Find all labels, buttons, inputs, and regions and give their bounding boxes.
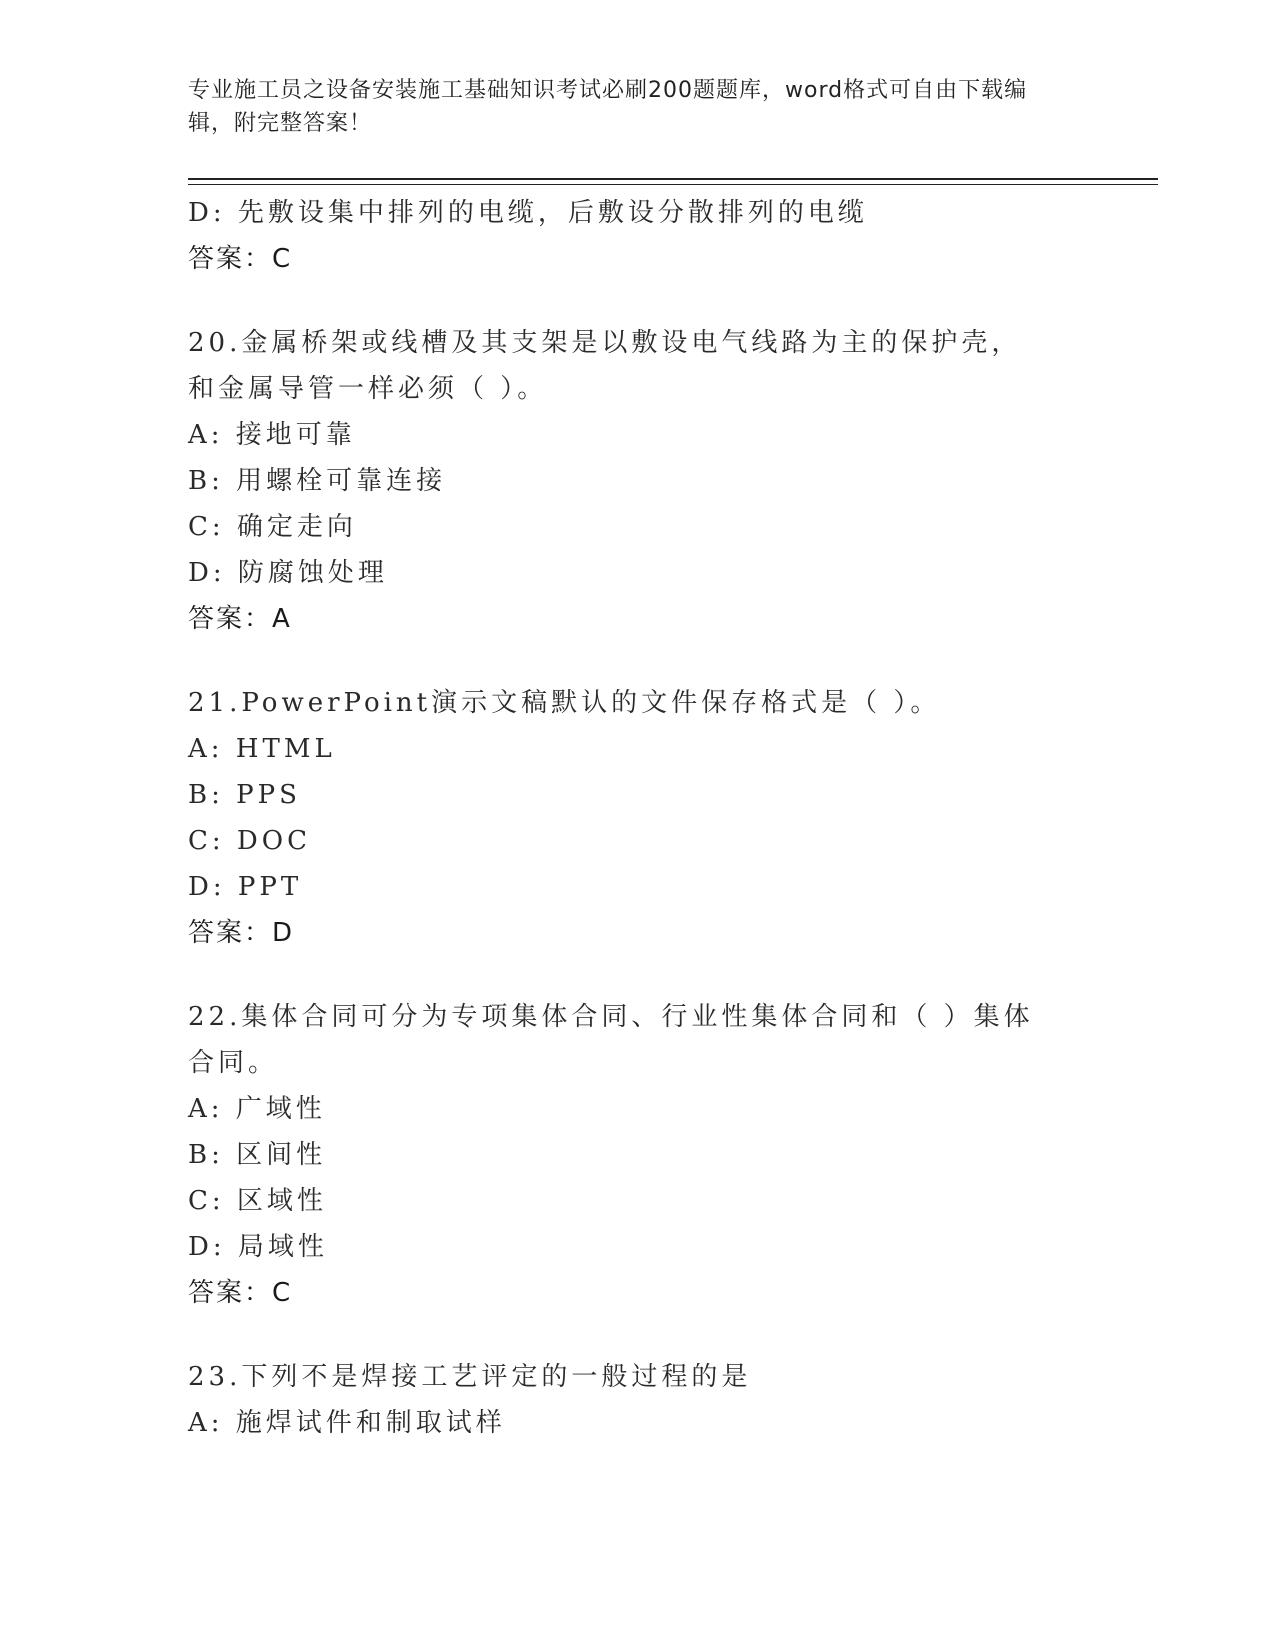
question-22 [188,994,1088,1316]
question-stem: 23.下列不是焊接工艺评定的一般过程的是 [188,1362,752,1392]
option-d: D: PPT [188,872,303,902]
answer: 答案：C [188,1278,293,1308]
answer: 答案：A [188,604,292,634]
answer: 答案：D [188,918,295,948]
option-a: A: 施焊试件和制取试样 [188,1408,506,1438]
question-stem: 20.金属桥架或线槽及其支架是以敷设电气线路为主的保护壳，和金属导管一样必须（ ）。 [188,328,1022,404]
option-c: C: 区域性 [188,1186,327,1216]
option-b: B: PPS [188,780,301,810]
header-rule-thick [188,178,1158,180]
option-d: D: 先敷设集中排列的电缆，后敷设分散排列的电缆 [188,198,868,228]
question-list [188,190,1088,1446]
option-c: C: DOC [188,826,311,856]
header-rule-thin [188,184,1158,185]
option-a: A: HTML [188,734,336,764]
question-19-continued [188,190,1088,282]
option-b: B: 用螺栓可靠连接 [188,466,447,496]
question-stem: 22.集体合同可分为专项集体合同、行业性集体合同和（ ）集体合同。 [188,1002,1034,1078]
question-20 [188,320,1088,642]
answer: 答案：C [188,244,293,274]
option-c: C: 确定走向 [188,512,357,542]
option-a: A: 广域性 [188,1094,326,1124]
option-d: D: 防腐蚀处理 [188,558,388,588]
question-21 [188,680,1088,956]
question-stem: 21.PowerPoint演示文稿默认的文件保存格式是（ ）。 [188,688,941,718]
option-a: A: 接地可靠 [188,420,356,450]
document-header: 专业施工员之设备安装施工基础知识考试必刷200题题库，word格式可自由下载编辑，附完整答案！ [188,78,1028,136]
option-b: B: 区间性 [188,1140,327,1170]
question-23 [188,1354,1088,1446]
option-d: D: 局域性 [188,1232,328,1262]
